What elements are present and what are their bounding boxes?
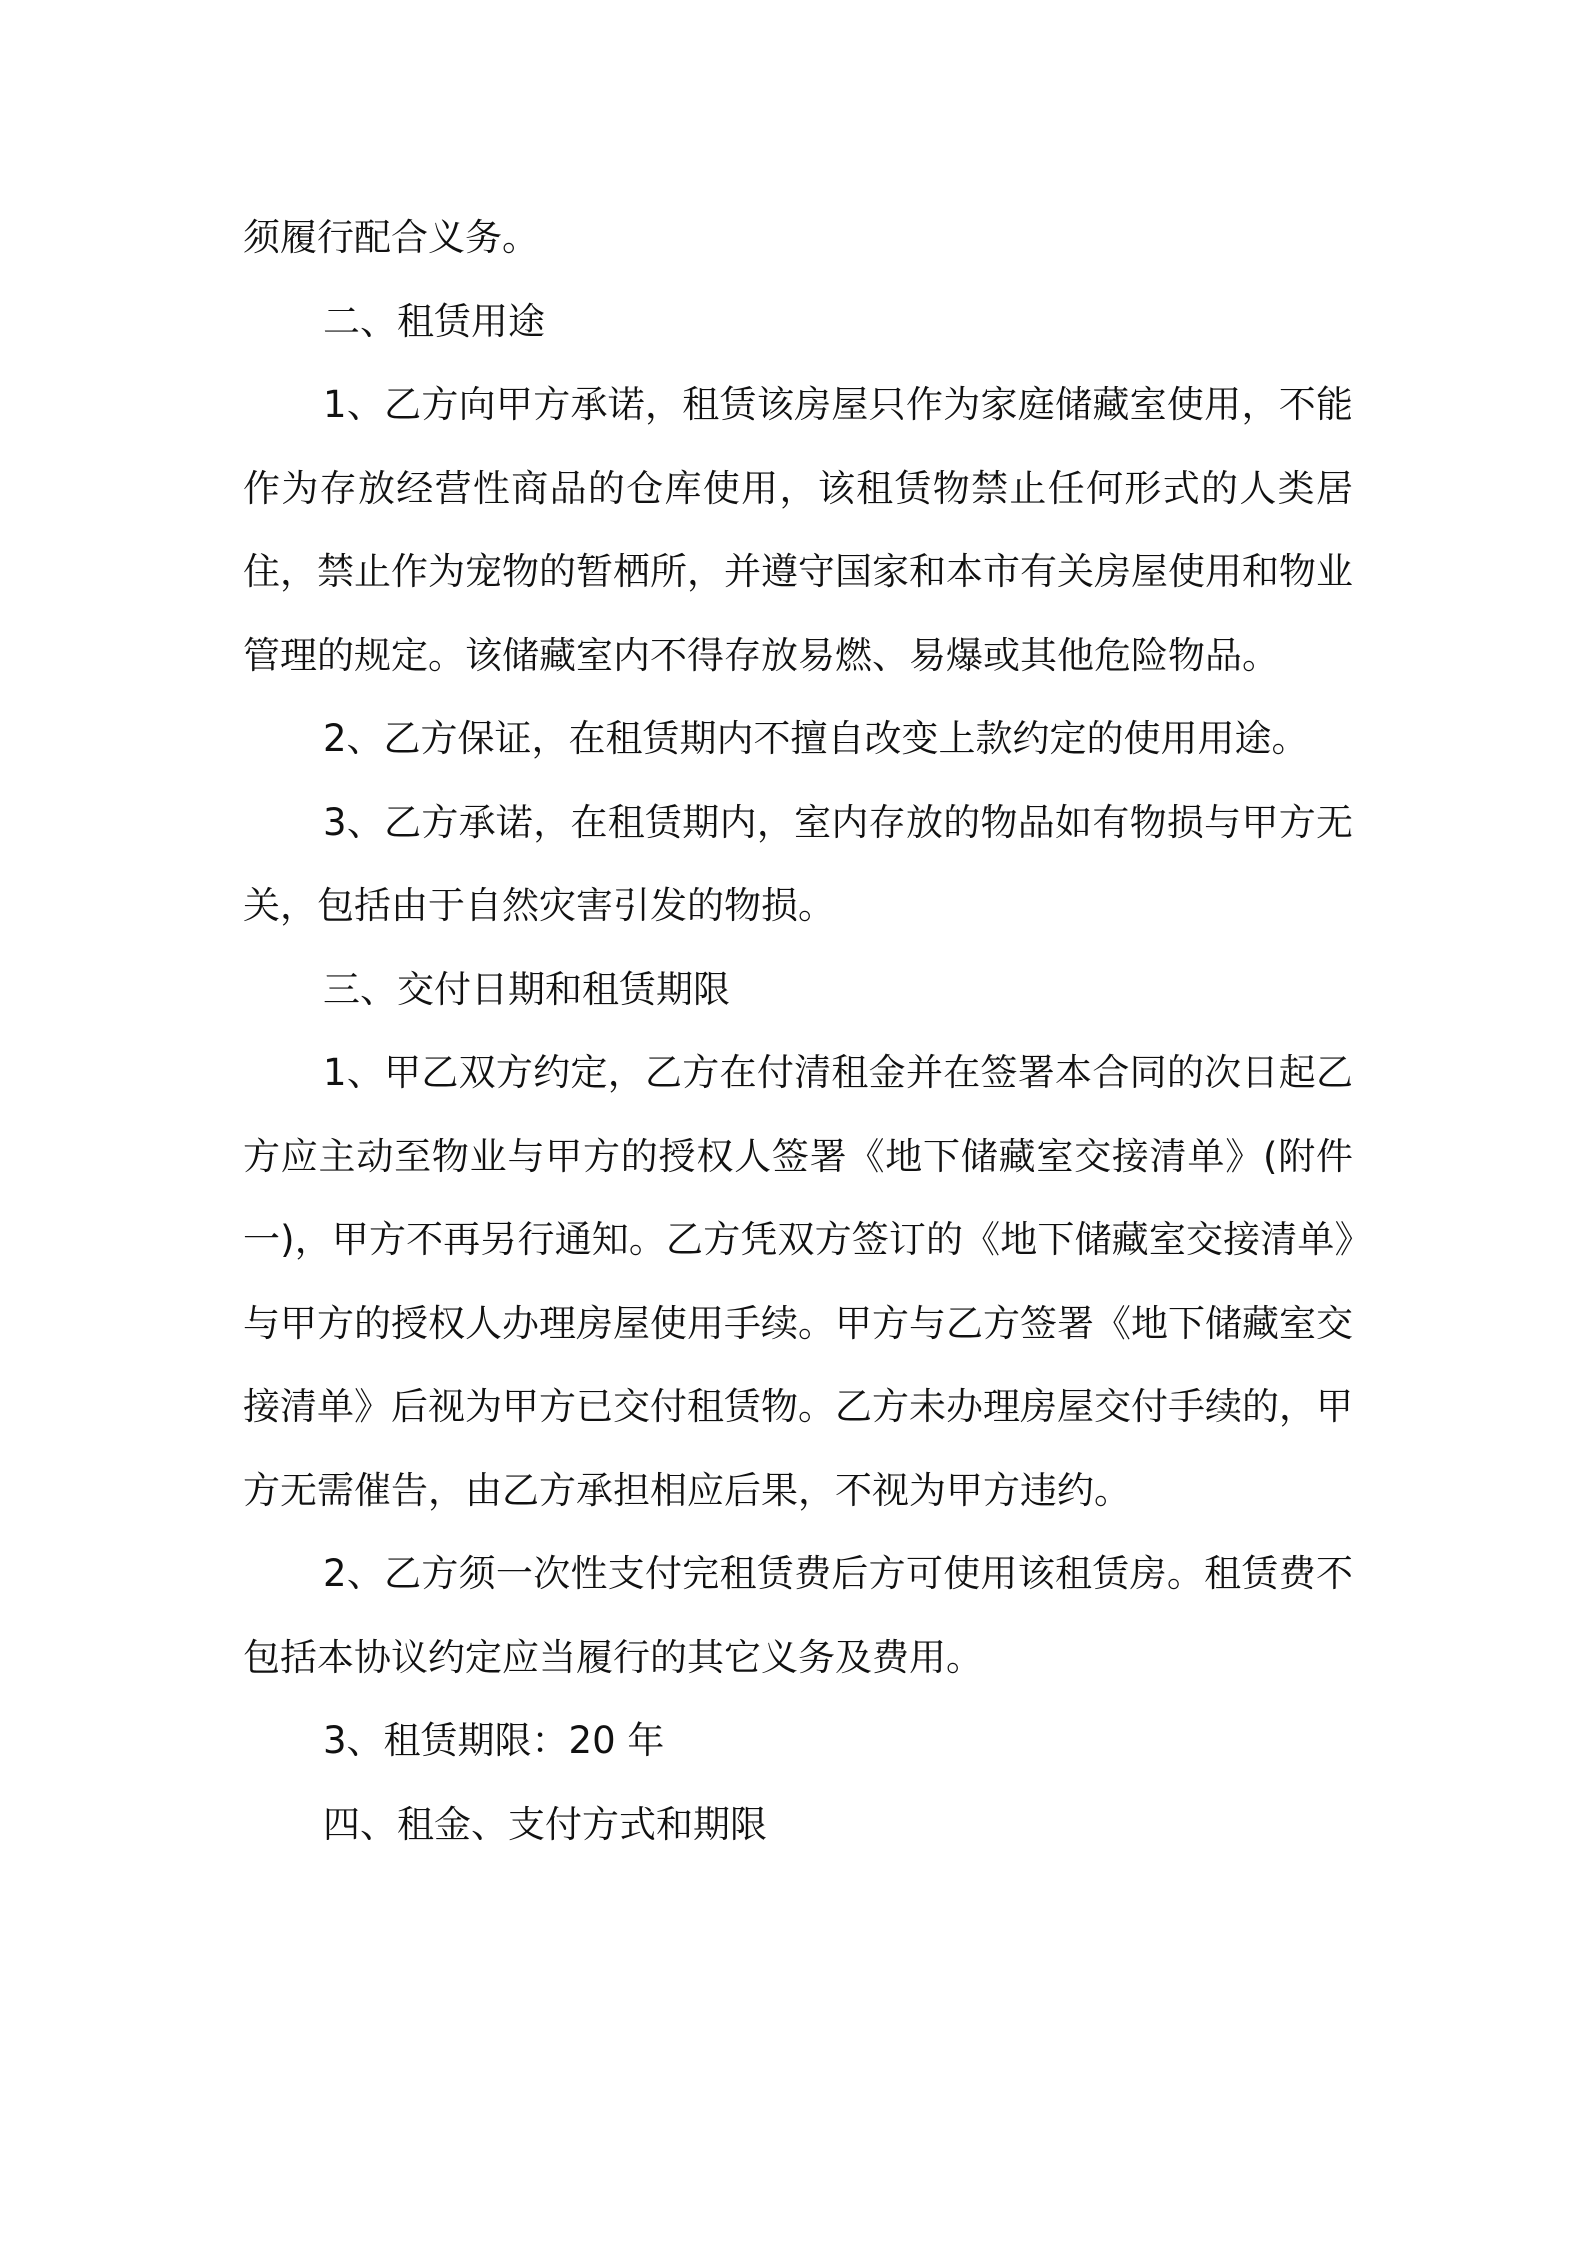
clause-delivery-2: 2、乙方须一次性支付完租赁费后方可使用该租赁房。租赁费不包括本协议约定应当履行的其它义务及费用。 [243, 1552, 1353, 1679]
clause-usage-3: 3、乙方承诺，在租赁期内，室内存放的物品如有物损与甲方无关，包括由于自然灾害引发的物损。 [243, 800, 1353, 927]
section-heading-usage: 二、租赁用途 [323, 299, 545, 343]
clause-usage-2: 2、乙方保证，在租赁期内不擅自改变上款约定的使用用途。 [323, 717, 1309, 760]
clause-delivery-3: 3、租赁期限：20 年 [323, 1719, 665, 1762]
section-heading-rent-payment: 四、租金、支付方式和期限 [323, 1802, 767, 1846]
paragraph-continuation: 须履行配合义务。 [243, 216, 539, 259]
clause-usage-1: 1、乙方向甲方承诺，租赁该房屋只作为家庭储藏室使用，不能作为存放经营性商品的仓库使用，该租赁物禁止任何形式的人类居住，禁止作为宠物的暂栖所，并遵守国家和本市有关房屋使用和物业管理的规定。该储藏室内不得存放易燃、易爆或其他危险物品。 [243, 383, 1353, 677]
document-body [243, 196, 1353, 1866]
section-heading-delivery-term: 三、交付日期和租赁期限 [323, 967, 730, 1011]
clause-delivery-1: 1、甲乙双方约定，乙方在付清租金并在签署本合同的次日起乙方应主动至物业与甲方的授权人签署《地下储藏室交接清单》(附件一)，甲方不再另行通知。乙方凭双方签订的《地下储藏室交接清单》与甲方的授权人办理房屋使用手续。甲方与乙方签署《地下储藏室交接清单》后视为甲方已交付租赁物。乙方未办理房屋交付手续的，甲方无需催告，由乙方承担相应后果，不视为甲方违约。 [243, 1051, 1353, 1512]
